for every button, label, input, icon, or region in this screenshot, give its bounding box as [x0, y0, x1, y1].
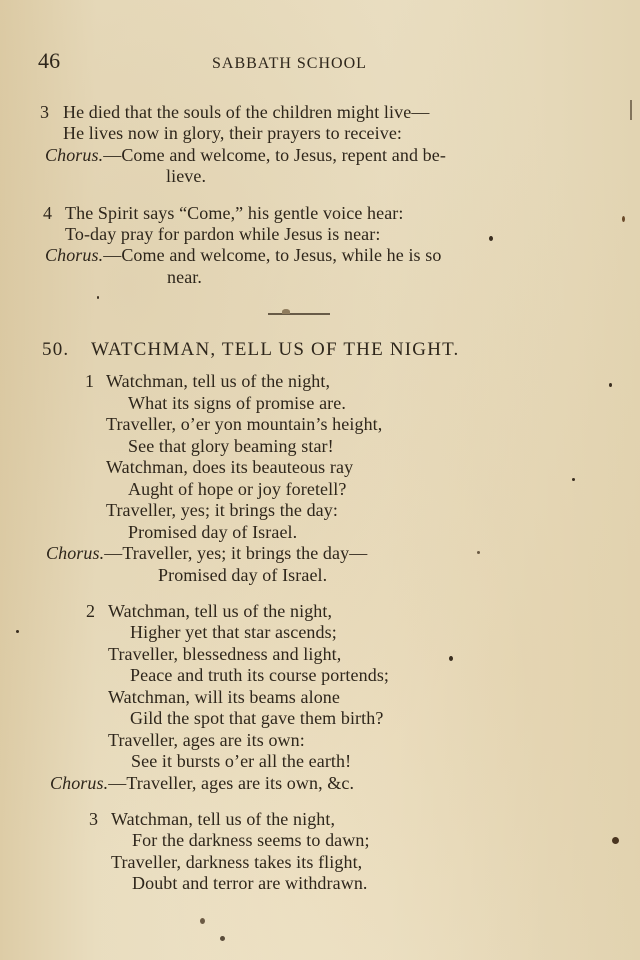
- paper-speck: [609, 383, 612, 387]
- chorus-label: Chorus.: [46, 543, 105, 563]
- chorus-text: —Come and welcome, to Jesus, while he is so: [103, 245, 442, 265]
- verse-line: See that glory beaming star!: [128, 436, 334, 456]
- verse-line: Peace and truth its course portends;: [130, 665, 390, 685]
- chorus-line: [46, 543, 367, 563]
- verse-line: He died that the souls of the children might live—: [63, 102, 430, 122]
- verse-number: 2: [86, 601, 96, 621]
- verse-line: Watchman, tell us of the night,: [108, 601, 333, 621]
- verse-number: 4: [43, 203, 53, 223]
- paper-speck: [449, 656, 453, 661]
- verse-line: Aught of hope or joy foretell?: [128, 479, 347, 499]
- verse-line: For the darkness seems to dawn;: [132, 830, 370, 850]
- verse-line: Watchman, does its beauteous ray: [106, 457, 354, 477]
- verse-line: Doubt and terror are withdrawn.: [132, 873, 368, 893]
- verse-line: Higher yet that star ascends;: [130, 622, 337, 642]
- verse-line: He lives now in glory, their prayers to receive:: [63, 123, 403, 143]
- chorus-text: —Traveller, yes; it brings the day—: [104, 543, 368, 563]
- paper-speck: [97, 296, 99, 299]
- section-divider: [268, 313, 330, 315]
- hymn-title: WATCHMAN, TELL US OF THE NIGHT.: [91, 339, 460, 360]
- chorus-continuation: Promised day of Israel.: [158, 565, 328, 585]
- verse-number: 3: [89, 809, 99, 829]
- chorus-continuation: lieve.: [166, 166, 207, 186]
- paper-speck: [622, 216, 625, 222]
- chorus-line: [45, 145, 446, 165]
- verse-line: See it bursts o’er all the earth!: [131, 751, 352, 771]
- chorus-line: [50, 773, 354, 793]
- chorus-continuation: near.: [167, 267, 202, 287]
- verse-number: 1: [85, 371, 95, 391]
- paper-speck: [612, 837, 619, 844]
- paper-speck: [220, 936, 225, 941]
- paper-speck: [489, 236, 493, 241]
- running-title: SABBATH SCHOOL: [212, 55, 367, 72]
- verse-line: Promised day of Israel.: [128, 522, 298, 542]
- chorus-label: Chorus.: [45, 245, 104, 265]
- chorus-label: Chorus.: [50, 773, 109, 793]
- verse-line: Gild the spot that gave them birth?: [130, 708, 384, 728]
- paper-speck: [477, 551, 480, 554]
- chorus-text: —Come and welcome, to Jesus, repent and be-: [103, 145, 446, 165]
- verse-line: Traveller, ages are its own:: [108, 730, 305, 750]
- chorus-line: [45, 245, 441, 265]
- chorus-text: —Traveller, ages are its own, &c.: [108, 773, 355, 793]
- paper-speck: [16, 630, 19, 633]
- verse-line: Traveller, yes; it brings the day:: [106, 500, 338, 520]
- chorus-label: Chorus.: [45, 145, 104, 165]
- verse-line: Traveller, darkness takes its flight,: [111, 852, 363, 872]
- verse-line: Watchman, will its beams alone: [108, 687, 340, 707]
- paper-crease: [630, 100, 632, 120]
- verse-line: Traveller, o’er yon mountain’s height,: [106, 414, 383, 434]
- paper-speck: [200, 918, 205, 924]
- paper-speck: [572, 478, 575, 481]
- verse-line: Watchman, tell us of the night,: [111, 809, 336, 829]
- verse-line: Traveller, blessedness and light,: [108, 644, 342, 664]
- verse-number: 3: [40, 102, 50, 122]
- verse-line: To-day pray for pardon while Jesus is near:: [65, 224, 381, 244]
- verse-line: What its signs of promise are.: [128, 393, 346, 413]
- hymn-number: 50.: [42, 339, 70, 360]
- page-number: 46: [38, 48, 61, 73]
- verse-line: The Spirit says “Come,” his gentle voice hear:: [65, 203, 404, 223]
- verse-line: Watchman, tell us of the night,: [106, 371, 331, 391]
